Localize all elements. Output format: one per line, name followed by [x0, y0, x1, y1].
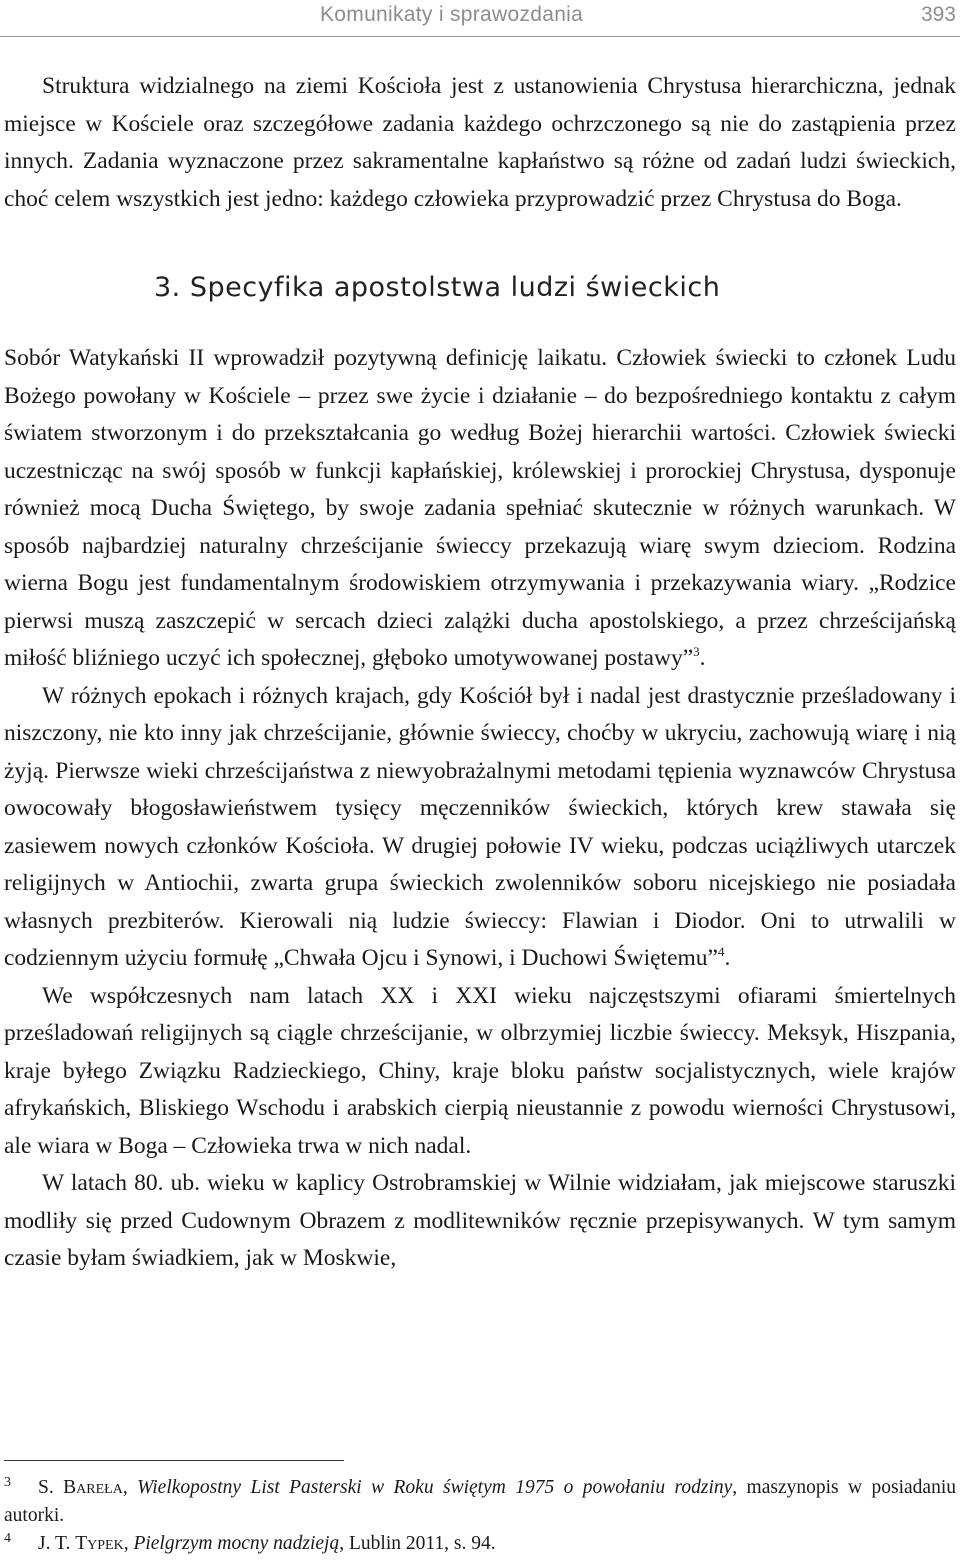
page-number: 393: [920, 3, 956, 26]
footnote-author-surname: Bareła: [63, 1477, 123, 1498]
paragraph-3: [4, 678, 956, 978]
footnote-separator: ,: [123, 1533, 129, 1554]
footnote-rest: , Lublin 2011, s. 94.: [339, 1533, 496, 1554]
footnotes: [4, 1474, 956, 1558]
footnote-author-initial: S.: [38, 1477, 54, 1498]
footnote-ref-3[interactable]: 3: [693, 644, 700, 660]
running-header: [0, 0, 960, 37]
paragraph-2-end: .: [699, 645, 706, 671]
footnote-divider: [4, 1460, 344, 1461]
paragraph-5: W latach 80. ub. wieku w kaplicy Ostrobramskiej w Wilnie widziałam, jak miejscowe staruszki modliły się przed Cudownym Obrazem z modlitewników ręcznie przepisywanych. W tym samym czasie byłam świadkiem, jak w Moskwie,: [4, 1170, 956, 1271]
paragraph-2: [4, 340, 956, 678]
footnote-author-surname: Typek: [75, 1533, 124, 1554]
footnote-author-initial: J. T.: [38, 1533, 71, 1554]
running-title: Komunikaty i sprawozdania: [320, 3, 584, 26]
footnote-title: Wielkopostny List Pasterski w Roku świętym 1975 o powołaniu rodziny: [137, 1477, 733, 1498]
paragraph-1: Struktura widzialnego na ziemi Kościoła jest z ustanowienia Chrystusa hierarchiczna, jednak miejsce w Kościele oraz szczegółowe zadania każdego ochrzczonego są nie do zastąpienia przez innych. Zadania wyznaczone przez sakramentalne kapłaństwo są różne od zadań ludzi świeckich, choć celem wszystkich jest jedno: każdego człowieka przyprowadzić przez Chrystusa do Boga.: [4, 73, 956, 212]
footnote-separator: ,: [122, 1477, 128, 1498]
footnote-3: 3 S. Bareła, Wielkopostny List Pasterski w Roku świętym 1975 o powołaniu rodziny, maszynopis w posiadaniu autorki.: [4, 1474, 956, 1526]
body-text: [4, 68, 956, 1278]
section-heading: 3. Specyfika apostolstwa ludzi świeckich: [154, 272, 721, 303]
paragraph-2-text: Sobór Watykański II wprowadził pozytywną definicję laikatu. Człowiek świecki to członek Ludu Bożego powołany w Kościele – przez swe życie i działanie – do bezpośredniego kontaktu z całym światem stworzonym i do przekształcania go według Bożej hierarchii wartości. Człowiek świecki uczestnicząc na swój sposób w funkcji kapłańskiej, królewskiej i prorockiej Chrystusa, dysponuje również mocą Ducha Świętego, by swoje zadania spełniać skutecznie w różnych warunkach. W sposób najbardziej naturalny chrześcijanie świeccy przekazują wiarę swym dzieciom. Rodzina wierna Bogu jest fundamentalnym środowiskiem otrzymywania i przekazywania wiary. „Rodzice pierwsi muszą zaszczepić w sercach dzieci zalążki ducha apostolskiego, a przez chrześcijańską miłość bliźniego uczyć ich społecznej, głęboko umotywowanej postawy”: [4, 345, 956, 671]
paragraph-4: We współczesnych nam latach XX i XXI wieku najczęstszymi ofiarami śmiertelnych prześladowań religijnych są ciągle chrześcijanie, w olbrzymiej liczbie świeccy. Meksyk, Hiszpania, kraje byłego Związku Radzieckiego, Chiny, kraje bloku państw socjalistycznych, wiele krajów afrykańskich, Bliskiego Wschodu i arabskich cierpią nieustannie z powodu wierności Chrystusowi, ale wiara w Boga – Człowieka trwa w nich nadal.: [4, 982, 956, 1159]
footnote-title: Pielgrzym mocny nadzieją: [133, 1533, 340, 1554]
paragraph-3-end: .: [724, 945, 731, 971]
paragraph-3-text: W różnych epokach i różnych krajach, gdy Kościół był i nadal jest drastycznie prześladowany i niszczony, nie kto inny jak chrześcijanie, głównie świeccy, choćby w ukryciu, zachowują wiarę i nią żyją. Pierwsze wieki chrześcijaństwa z niewyobrażalnymi metodami tępienia wyznawców Chrystusa owocowały błogosławieństwem tysięcy męczenników świeckich, których krew stawała się zasiewem nowych członków Kościoła. W drugiej połowie IV wieku, podczas uciążliwych utarczek religijnych w Antiochii, zwarta grupa świeckich zwolenników soboru nicejskiego nie posiadała własnych prezbiterów. Kierowali nią ludzie świeccy: Flawian i Diodor. Oni to utrwalili w codziennym użyciu formułę „Chwała Ojcu i Synowi, i Duchowi Świętemu”: [4, 682, 956, 971]
footnote-4: 4 J. T. Typek, Pielgrzym mocny nadzieją, Lublin 2011, s. 94.: [4, 1530, 496, 1554]
footnote-rest: , maszynopis w posiadaniu autorki.: [4, 1477, 956, 1526]
footnote-ref-4[interactable]: 4: [717, 944, 725, 960]
